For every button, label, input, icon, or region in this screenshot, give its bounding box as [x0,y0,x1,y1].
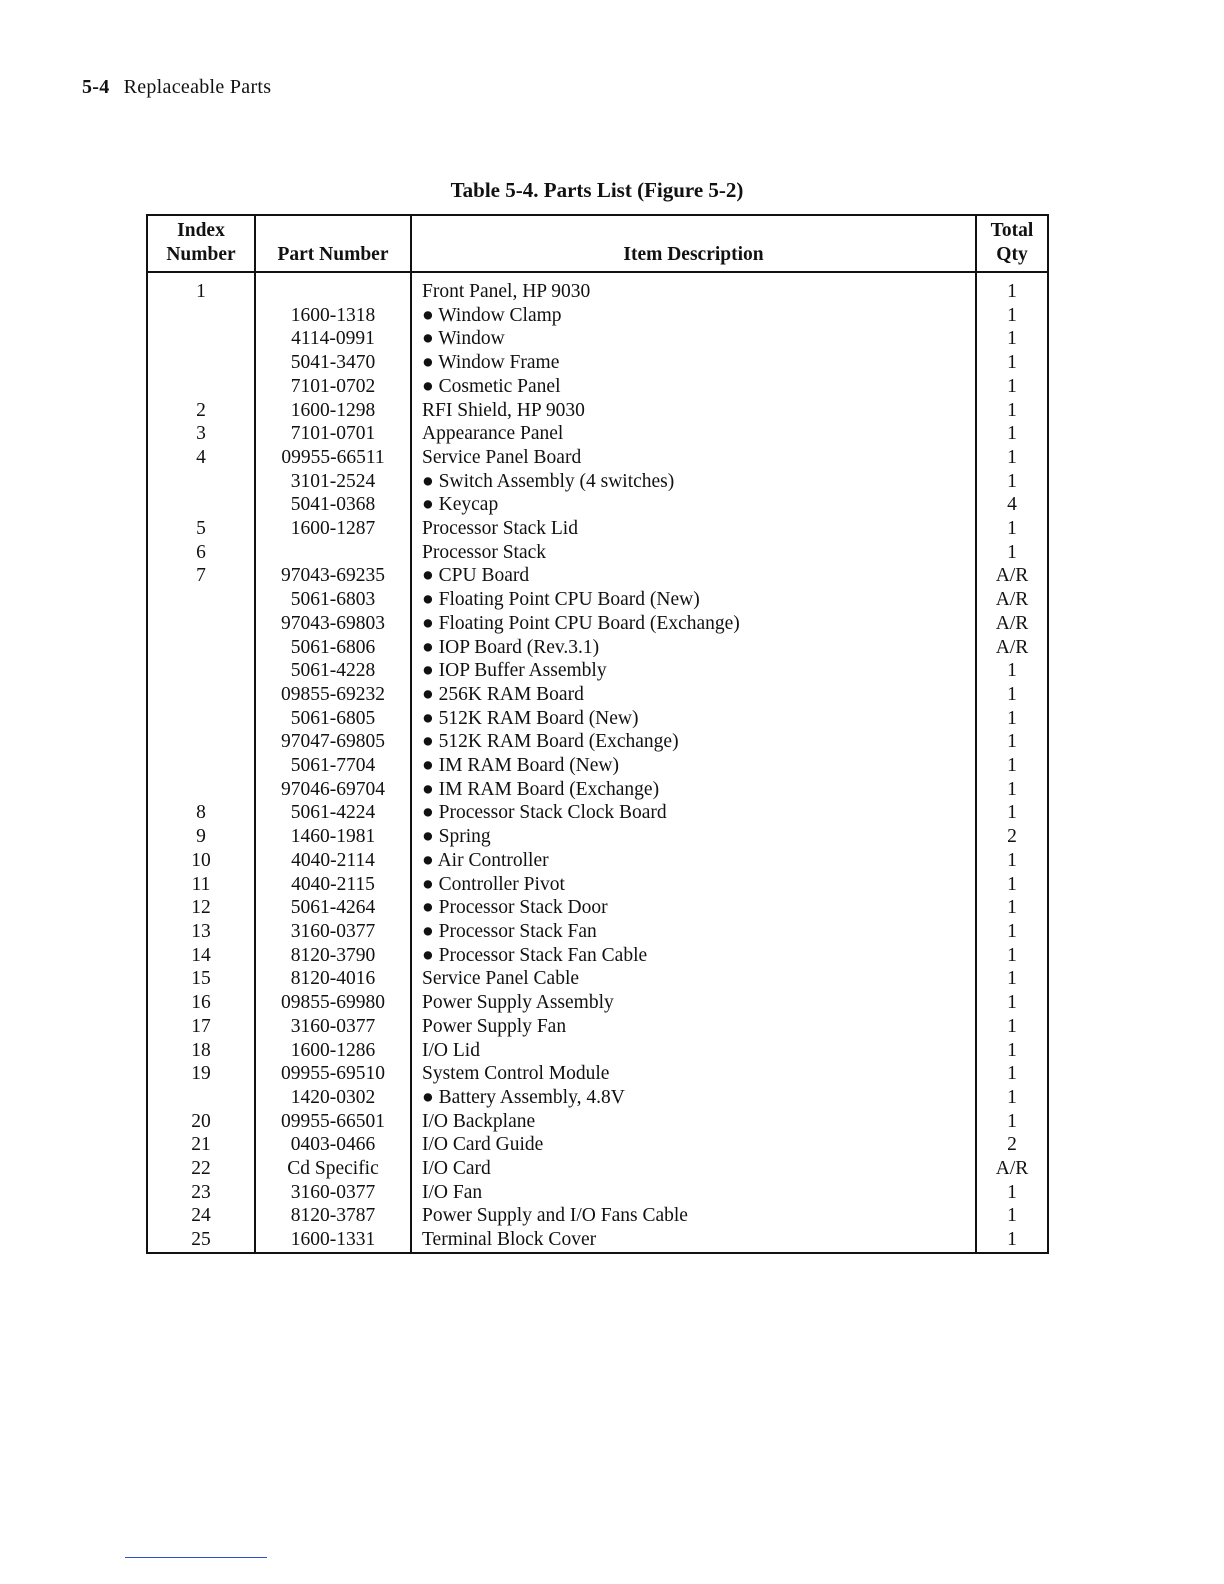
item-description-cell: ● Processor Stack Clock Board [411,801,976,825]
total-qty-cell: 1 [976,659,1048,683]
table-row [147,1157,1048,1181]
part-number-cell: 5061-6803 [255,588,411,612]
index-number-cell: 3 [196,423,206,445]
table-row [147,849,1048,873]
part-number-cell: Cd Specific [255,1157,411,1181]
item-description-cell: I/O Card [411,1157,976,1181]
total-qty-cell: 1 [976,730,1048,754]
table-row [147,422,1048,446]
total-qty-cell: 1 [976,1228,1048,1253]
total-qty-cell: 1 [976,801,1048,825]
total-qty-cell: 1 [976,849,1048,873]
table-row [147,272,1048,304]
table-row [147,683,1048,707]
item-description-cell: Appearance Panel [411,422,976,446]
part-number-cell [255,541,411,565]
item-description-cell: ● Processor Stack Fan Cable [411,944,976,968]
table-row [147,1204,1048,1228]
table-header-row [147,215,1048,272]
index-number-cell: 17 [191,1015,211,1037]
part-number-cell: 7101-0702 [255,375,411,399]
index-number-cell: 25 [191,1229,211,1251]
part-number-cell: 09955-66501 [255,1110,411,1134]
index-number-cell: 5 [196,518,206,540]
part-number-cell: 5061-4224 [255,801,411,825]
table-row [147,564,1048,588]
item-description-cell: ● Processor Stack Door [411,896,976,920]
index-number-cell: 18 [191,1039,211,1061]
total-qty-cell: 1 [976,967,1048,991]
part-number-cell: 3160-0377 [255,1181,411,1205]
total-qty-cell: 1 [976,1015,1048,1039]
item-description-cell: ● 512K RAM Board (Exchange) [411,730,976,754]
table-title: Table 5-4. Parts List (Figure 5-2) [450,178,744,202]
total-qty-cell: 1 [976,944,1048,968]
total-qty-cell: 1 [976,920,1048,944]
part-number-cell: 5041-0368 [255,493,411,517]
total-qty-cell: 1 [976,399,1048,423]
total-qty-cell: 1 [976,1181,1048,1205]
part-number-cell: 8120-4016 [255,967,411,991]
item-description-cell: ● 256K RAM Board [411,683,976,707]
part-number-cell: 3160-0377 [255,920,411,944]
table-row [147,1133,1048,1157]
table-row [147,1086,1048,1110]
part-number-cell: 97046-69704 [255,778,411,802]
part-number-cell: 5061-6805 [255,707,411,731]
total-qty-cell: 1 [976,1110,1048,1134]
total-qty-cell: 1 [976,896,1048,920]
part-number-cell: 09955-66511 [255,446,411,470]
total-qty-cell: 1 [976,754,1048,778]
column-header-qty-line1: Total [990,220,1034,241]
index-number-cell: 1 [196,281,206,302]
item-description-cell: Power Supply Fan [411,1015,976,1039]
item-description-cell: Front Panel, HP 9030 [411,272,976,304]
total-qty-cell: 1 [976,470,1048,494]
index-number-cell: 4 [196,446,206,468]
item-description-cell: ● 512K RAM Board (New) [411,707,976,731]
table-row [147,351,1048,375]
table-row [147,873,1048,897]
total-qty-cell: 1 [976,1062,1048,1086]
item-description-cell: ● Controller Pivot [411,873,976,897]
total-qty-cell: 1 [976,1204,1048,1228]
part-number-cell: 1600-1287 [255,517,411,541]
part-number-cell: 1460-1981 [255,825,411,849]
item-description-cell: Power Supply Assembly [411,991,976,1015]
index-number-cell: 16 [191,992,211,1014]
index-number-cell: 8 [196,802,206,824]
index-number-cell [147,493,255,517]
part-number-cell: 5061-7704 [255,754,411,778]
total-qty-cell: 1 [976,517,1048,541]
table-row [147,304,1048,328]
column-header-index [147,215,255,272]
part-number-cell: 1600-1318 [255,304,411,328]
table-row [147,588,1048,612]
item-description-cell: ● Keycap [411,493,976,517]
item-description-cell: I/O Lid [411,1039,976,1063]
total-qty-cell: 1 [976,375,1048,399]
total-qty-cell: 4 [976,493,1048,517]
index-number-cell [147,1086,255,1110]
item-description-cell: ● Cosmetic Panel [411,375,976,399]
part-number-cell: 1420-0302 [255,1086,411,1110]
index-number-cell [147,327,255,351]
index-number-cell [147,612,255,636]
table-row [147,659,1048,683]
section-title: Replaceable Parts [123,76,272,98]
total-qty-cell: 1 [976,351,1048,375]
part-number-cell: 09955-69510 [255,1062,411,1086]
table-row [147,541,1048,565]
total-qty-cell: 1 [976,873,1048,897]
index-number-cell [147,754,255,778]
total-qty-cell: 1 [976,446,1048,470]
index-number-cell: 10 [191,849,211,871]
part-number-cell: 5041-3470 [255,351,411,375]
total-qty-cell: 1 [976,991,1048,1015]
table-row [147,517,1048,541]
total-qty-cell: 2 [976,1133,1048,1157]
column-header-index-line1: Index [177,220,225,241]
table-row [147,1228,1048,1253]
index-number-cell: 7 [196,565,206,587]
item-description-cell: Service Panel Cable [411,967,976,991]
total-qty-cell: A/R [976,588,1048,612]
index-number-cell [147,470,255,494]
table-row [147,1015,1048,1039]
table-row [147,778,1048,802]
item-description-cell: I/O Card Guide [411,1133,976,1157]
table-row [147,1039,1048,1063]
item-description-cell: Processor Stack [411,541,976,565]
part-number-cell: 1600-1298 [255,399,411,423]
part-number-cell [255,272,411,304]
item-description-cell: RFI Shield, HP 9030 [411,399,976,423]
part-number-cell: 5061-6806 [255,636,411,660]
part-number-cell: 09855-69980 [255,991,411,1015]
part-number-cell: 09855-69232 [255,683,411,707]
part-number-cell: 8120-3787 [255,1204,411,1228]
table-row [147,375,1048,399]
index-number-cell [147,588,255,612]
part-number-cell: 97043-69803 [255,612,411,636]
total-qty-cell: 1 [976,707,1048,731]
table-row [147,707,1048,731]
table-row [147,446,1048,470]
index-number-cell [147,304,255,328]
total-qty-cell: A/R [976,636,1048,660]
part-number-cell: 5061-4264 [255,896,411,920]
index-number-cell: 9 [196,826,206,848]
index-number-cell: 22 [191,1158,211,1180]
table-row [147,493,1048,517]
column-header-part-number: Part Number [255,215,411,272]
item-description-cell: ● IM RAM Board (New) [411,754,976,778]
part-number-cell: 4114-0991 [255,327,411,351]
item-description-cell: System Control Module [411,1062,976,1086]
item-description-cell: I/O Fan [411,1181,976,1205]
index-number-cell: 20 [191,1110,211,1132]
item-description-cell: Service Panel Board [411,446,976,470]
index-number-cell [147,707,255,731]
section-number: 5-4 [82,76,110,98]
index-number-cell [147,636,255,660]
total-qty-cell: A/R [976,1157,1048,1181]
parts-table [146,214,1049,1254]
index-number-cell [147,778,255,802]
table-row [147,825,1048,849]
total-qty-cell: A/R [976,612,1048,636]
item-description-cell: Power Supply and I/O Fans Cable [411,1204,976,1228]
total-qty-cell: 1 [976,683,1048,707]
part-number-cell: 0403-0466 [255,1133,411,1157]
table-row [147,754,1048,778]
part-number-cell: 1600-1286 [255,1039,411,1063]
index-number-cell: 15 [191,968,211,990]
table-row [147,920,1048,944]
total-qty-cell: A/R [976,564,1048,588]
page-header [82,76,271,99]
total-qty-cell: 1 [976,541,1048,565]
index-number-cell [147,659,255,683]
table-row [147,801,1048,825]
table-row [147,636,1048,660]
index-number-cell: 13 [191,920,211,942]
table-row [147,1062,1048,1086]
item-description-cell: ● CPU Board [411,564,976,588]
table-row [147,896,1048,920]
table-row [147,730,1048,754]
table-body [147,272,1048,1253]
index-number-cell: 11 [191,873,211,895]
item-description-cell: ● IOP Buffer Assembly [411,659,976,683]
table-row [147,399,1048,423]
part-number-cell: 97047-69805 [255,730,411,754]
table-row [147,327,1048,351]
part-number-cell: 5061-4228 [255,659,411,683]
part-number-cell: 1600-1331 [255,1228,411,1253]
total-qty-cell: 1 [976,778,1048,802]
column-header-total-qty [976,215,1048,272]
total-qty-cell: 1 [976,1086,1048,1110]
index-number-cell [147,351,255,375]
item-description-cell: ● IOP Board (Rev.3.1) [411,636,976,660]
item-description-cell: ● Window Frame [411,351,976,375]
part-number-cell: 4040-2114 [255,849,411,873]
table-row [147,967,1048,991]
index-number-cell [147,683,255,707]
table-row [147,991,1048,1015]
item-description-cell: ● Floating Point CPU Board (Exchange) [411,612,976,636]
item-description-cell: ● Air Controller [411,849,976,873]
item-description-cell: ● Switch Assembly (4 switches) [411,470,976,494]
item-description-cell: ● Processor Stack Fan [411,920,976,944]
total-qty-cell: 1 [976,272,1048,304]
index-number-cell: 2 [196,399,206,421]
index-number-cell: 6 [196,541,206,563]
index-number-cell: 19 [191,1063,211,1085]
index-number-cell: 12 [191,897,211,919]
item-description-cell: ● Spring [411,825,976,849]
part-number-cell: 7101-0701 [255,422,411,446]
total-qty-cell: 1 [976,327,1048,351]
item-description-cell: ● Window Clamp [411,304,976,328]
part-number-cell: 4040-2115 [255,873,411,897]
total-qty-cell: 1 [976,422,1048,446]
part-number-cell: 8120-3790 [255,944,411,968]
table-row [147,470,1048,494]
footer-rule [125,1557,267,1558]
item-description-cell: ● Floating Point CPU Board (New) [411,588,976,612]
total-qty-cell: 2 [976,825,1048,849]
index-number-cell: 24 [191,1205,211,1227]
table-row [147,944,1048,968]
index-number-cell [147,375,255,399]
column-header-item-description: Item Description [411,215,976,272]
index-number-cell: 21 [191,1134,211,1156]
index-number-cell: 23 [191,1181,211,1203]
item-description-cell: ● Battery Assembly, 4.8V [411,1086,976,1110]
total-qty-cell: 1 [976,304,1048,328]
index-number-cell [147,730,255,754]
column-header-qty-line2: Qty [996,244,1028,265]
index-number-cell: 14 [191,944,211,966]
part-number-cell: 97043-69235 [255,564,411,588]
part-number-cell: 3160-0377 [255,1015,411,1039]
table-row [147,1110,1048,1134]
item-description-cell: I/O Backplane [411,1110,976,1134]
part-number-cell: 3101-2524 [255,470,411,494]
item-description-cell: ● Window [411,327,976,351]
table-row [147,1181,1048,1205]
item-description-cell: Terminal Block Cover [411,1228,976,1253]
column-header-index-line2: Number [166,244,236,265]
item-description-cell: Processor Stack Lid [411,517,976,541]
item-description-cell: ● IM RAM Board (Exchange) [411,778,976,802]
table-row [147,612,1048,636]
total-qty-cell: 1 [976,1039,1048,1063]
